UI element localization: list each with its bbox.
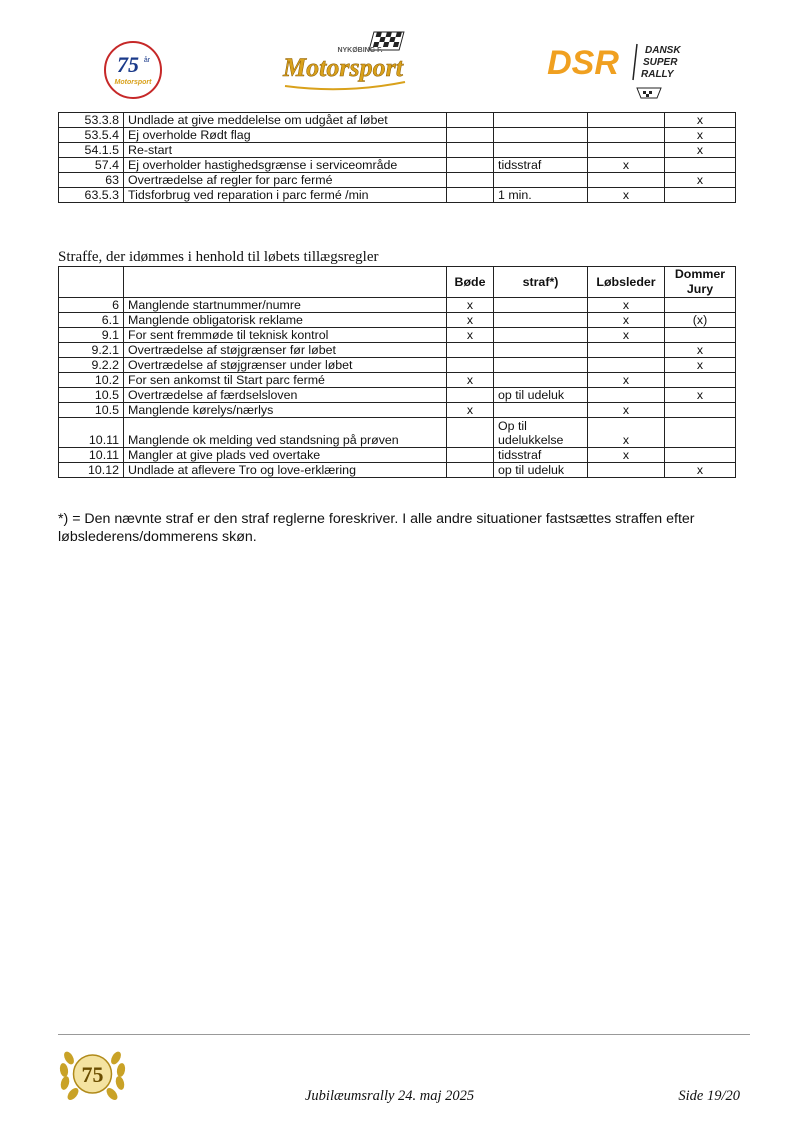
- logo-75-years: [103, 40, 163, 100]
- row-straf: [494, 313, 588, 328]
- row-description: For sent fremmøde til teknisk kontrol: [124, 328, 447, 343]
- row-description: Overtrædelse af regler for parc fermé: [124, 173, 447, 188]
- row-lobsleder: x: [588, 313, 665, 328]
- row-dommer-jury: x: [665, 463, 736, 478]
- row-dommer-jury: [665, 298, 736, 313]
- row-description: Overtrædelse af støjgrænser under løbet: [124, 358, 447, 373]
- footer-title: Jubilæumsrally 24. maj 2025: [305, 1088, 475, 1104]
- row-straf: [494, 418, 588, 448]
- row-number: 6.1: [59, 313, 124, 328]
- row-description: Manglende kørelys/nærlys: [124, 403, 447, 418]
- row-lobsleder: [588, 128, 665, 143]
- table-row: [59, 298, 736, 313]
- logo-dsr-line3: RALLY: [641, 69, 674, 80]
- table-row: [59, 313, 736, 328]
- header-jury: Jury: [686, 282, 714, 296]
- row-bode: x: [447, 328, 494, 343]
- row-description: Manglende startnummer/numre: [124, 298, 447, 313]
- logo-dsr: [533, 40, 698, 102]
- row-number: 10.2: [59, 373, 124, 388]
- row-lobsleder: [588, 463, 665, 478]
- row-straf: [494, 128, 588, 143]
- row-number: 63.5.3: [59, 188, 124, 203]
- row-bode: [447, 173, 494, 188]
- section-2-title: Straffe, der idømmes i henhold til løbets tillægsregler: [58, 249, 379, 265]
- row-bode: [447, 188, 494, 203]
- row-bode: [447, 113, 494, 128]
- row-straf: [494, 373, 588, 388]
- row-number: 6: [59, 298, 124, 313]
- row-number: 10.12: [59, 463, 124, 478]
- row-description: Manglende obligatorisk reklame: [124, 313, 447, 328]
- header-straf: straf*): [494, 267, 588, 298]
- row-lobsleder: x: [588, 373, 665, 388]
- row-description: Overtrædelse af færdselsloven: [124, 388, 447, 403]
- row-lobsleder: x: [588, 403, 665, 418]
- logo-motorsport: [275, 28, 415, 98]
- row-straf: [494, 343, 588, 358]
- row-lobsleder: [588, 173, 665, 188]
- row-bode: [447, 143, 494, 158]
- logo-motor-main: Motorsport: [283, 53, 403, 82]
- wreath-number: 75: [81, 1062, 104, 1087]
- row-dommer-jury: x: [665, 388, 736, 403]
- row-number: 10.11: [59, 418, 124, 448]
- wreath-75-logo: [55, 1038, 130, 1110]
- row-bode: [447, 448, 494, 463]
- footnote: *) = Den nævnte straf er den straf reglerne foreskriver. I alle andre situationer fastsættes straffen efter løbslederens/dommerens skøn.: [58, 511, 695, 545]
- row-straf: [494, 298, 588, 313]
- row-straf: op til udeluk: [494, 463, 588, 478]
- row-straf: tidsstraf: [494, 448, 588, 463]
- row-straf: [494, 143, 588, 158]
- row-lobsleder: [588, 143, 665, 158]
- logo-75-brand: Motorsport: [114, 79, 152, 86]
- row-lobsleder: x: [588, 188, 665, 203]
- row-lobsleder: x: [588, 418, 665, 448]
- table-row: [59, 373, 736, 388]
- footer-page-number: Side 19/20: [678, 1088, 740, 1104]
- header-num: [59, 267, 124, 298]
- table-row: [59, 418, 736, 448]
- row-dommer-jury: x: [665, 143, 736, 158]
- row-straf: op til udeluk: [494, 388, 588, 403]
- row-straf: [494, 328, 588, 343]
- table-row: [59, 463, 736, 478]
- table-row: [59, 143, 736, 158]
- row-dommer-jury: x: [665, 343, 736, 358]
- row-description: Manglende ok melding ved standsning på prøven: [124, 418, 447, 448]
- row-straf: [494, 403, 588, 418]
- row-description: Mangler at give plads ved overtake: [124, 448, 447, 463]
- row-description: Re-start: [124, 143, 447, 158]
- row-dommer-jury: x: [665, 173, 736, 188]
- table-header-row: [59, 267, 736, 298]
- logo-75-sub: år: [143, 57, 151, 64]
- row-dommer-jury: [665, 328, 736, 343]
- row-number: 10.5: [59, 403, 124, 418]
- row-number: 53.3.8: [59, 113, 124, 128]
- table-row: [59, 448, 736, 463]
- row-description: Ej overholder hastighedsgrænse i serviceområde: [124, 158, 447, 173]
- row-straf: [494, 173, 588, 188]
- row-bode: [447, 358, 494, 373]
- row-dommer-jury: x: [665, 113, 736, 128]
- header-dommer: Dommer: [674, 267, 726, 281]
- row-lobsleder: [588, 343, 665, 358]
- table-row: [59, 158, 736, 173]
- row-description: Undlade at aflevere Tro og love-erklæring: [124, 463, 447, 478]
- row-bode: x: [447, 373, 494, 388]
- table-row: [59, 328, 736, 343]
- table-row: [59, 343, 736, 358]
- row-lobsleder: [588, 113, 665, 128]
- table-row: [59, 128, 736, 143]
- row-dommer-jury: [665, 418, 736, 448]
- row-straf: 1 min.: [494, 188, 588, 203]
- row-dommer-jury: x: [665, 358, 736, 373]
- table-row: [59, 173, 736, 188]
- table-row: [59, 358, 736, 373]
- row-straf: [494, 113, 588, 128]
- row-bode: x: [447, 403, 494, 418]
- row-bode: x: [447, 298, 494, 313]
- footer-divider: [58, 1034, 750, 1035]
- row-description: Overtrædelse af støjgrænser før løbet: [124, 343, 447, 358]
- logo-75-number: 75: [117, 52, 139, 77]
- row-number: 9.2.1: [59, 343, 124, 358]
- row-lobsleder: x: [588, 328, 665, 343]
- row-dommer-jury: x: [665, 128, 736, 143]
- header-bode: Bøde: [447, 267, 494, 298]
- row-bode: [447, 158, 494, 173]
- dasu-emblem-icon: [637, 88, 661, 98]
- row-lobsleder: [588, 358, 665, 373]
- row-dommer-jury: [665, 403, 736, 418]
- logo-dsr-main: DSR: [547, 44, 619, 82]
- row-straf: tidsstraf: [494, 158, 588, 173]
- row-bode: [447, 463, 494, 478]
- row-number: 10.5: [59, 388, 124, 403]
- row-description: For sen ankomst til Start parc fermé: [124, 373, 447, 388]
- row-bode: [447, 388, 494, 403]
- table-row: [59, 388, 736, 403]
- row-lobsleder: x: [588, 158, 665, 173]
- row-dommer-jury: [665, 188, 736, 203]
- row-number: 57.4: [59, 158, 124, 173]
- table-row: [59, 113, 736, 128]
- penalty-table-1-body: [59, 113, 736, 203]
- penalty-table-2-body: [59, 298, 736, 478]
- row-lobsleder: x: [588, 448, 665, 463]
- row-bode: x: [447, 313, 494, 328]
- row-description: Tidsforbrug ved reparation i parc fermé /min: [124, 188, 447, 203]
- row-dommer-jury: [665, 448, 736, 463]
- table-row: [59, 188, 736, 203]
- row-bode: [447, 418, 494, 448]
- penalty-table-2: [58, 266, 736, 478]
- logo-motor-small: NYKØBING F.: [337, 47, 383, 54]
- row-straf-line1: Op til: [498, 419, 527, 433]
- row-number: 53.5.4: [59, 128, 124, 143]
- logo-dsr-line2: SUPER: [643, 57, 678, 68]
- row-number: 9.1: [59, 328, 124, 343]
- row-dommer-jury: [665, 373, 736, 388]
- row-description: Undlade at give meddelelse om udgået af løbet: [124, 113, 447, 128]
- row-number: 63: [59, 173, 124, 188]
- table-row: [59, 403, 736, 418]
- penalty-table-1: [58, 112, 736, 203]
- row-lobsleder: x: [588, 298, 665, 313]
- row-straf-line2: udelukkelse: [498, 433, 564, 447]
- row-number: 9.2.2: [59, 358, 124, 373]
- header-lobsleder: Løbsleder: [588, 267, 665, 298]
- row-dommer-jury: (x): [665, 313, 736, 328]
- row-description: Ej overholde Rødt flag: [124, 128, 447, 143]
- row-straf: [494, 358, 588, 373]
- row-number: 10.11: [59, 448, 124, 463]
- header-dommer-jury: [665, 267, 736, 298]
- row-bode: [447, 343, 494, 358]
- row-lobsleder: [588, 388, 665, 403]
- logo-dsr-line1: DANSK: [645, 45, 681, 56]
- header-desc: [124, 267, 447, 298]
- row-dommer-jury: [665, 158, 736, 173]
- row-number: 54.1.5: [59, 143, 124, 158]
- row-bode: [447, 128, 494, 143]
